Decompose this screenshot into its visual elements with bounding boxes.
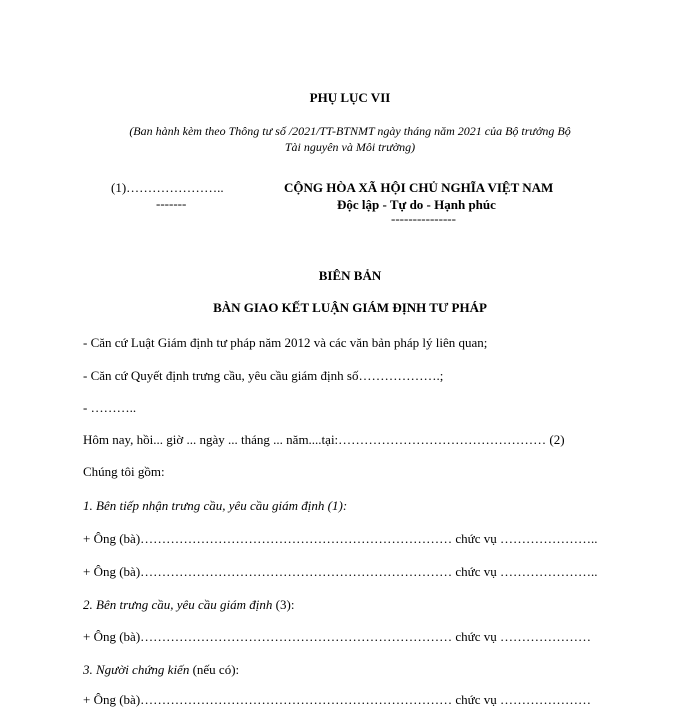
org-divider: -------: [156, 196, 187, 211]
document-subtitle: BÀN GIAO KẾT LUẬN GIÁM ĐỊNH TƯ PHÁP: [213, 300, 487, 315]
requesting-person-1: + Ông (bà)……………………………………………………………… chức vụ …………………: [83, 629, 591, 644]
witness-person-1: + Ông (bà)……………………………………………………………… chức vụ …………………: [83, 692, 591, 707]
national-motto: Độc lập - Tự do - Hạnh phúc: [337, 197, 496, 212]
section-witness-note: (nếu có):: [189, 662, 240, 677]
section-requesting-party-ref: (3):: [272, 597, 295, 612]
receiving-person-1: + Ông (bà)……………………………………………………………… chức vụ …………………..: [83, 531, 598, 546]
section-requesting-party: [83, 597, 294, 613]
issued-note-line1: (Ban hành kèm theo Thông tư số /2021/TT-BTNMT ngày tháng năm 2021 của Bộ trưởng Bộ: [129, 124, 571, 138]
basis-law: - Căn cứ Luật Giám định tư pháp năm 2012 và các văn bản pháp lý liên quan;: [83, 335, 488, 350]
section-receiving-party: 1. Bên tiếp nhận trưng cầu, yêu cầu giám định (1):: [83, 498, 348, 513]
meeting-time-place: Hôm nay, hồi... giờ ... ngày ... tháng ... năm....tại:………………………………………… (2): [83, 432, 565, 447]
org-name-placeholder: (1)…………………..: [111, 180, 224, 195]
basis-decision: - Căn cứ Quyết định trưng cầu, yêu cầu giám định số……………….;: [83, 368, 444, 383]
section-witness-label: 3. Người chứng kiến: [83, 662, 190, 677]
receiving-person-2: + Ông (bà)……………………………………………………………… chức vụ …………………..: [83, 564, 598, 579]
issued-note-line2: Tài nguyên và Môi trường): [284, 140, 416, 154]
attendees-intro: Chúng tôi gồm:: [83, 464, 165, 479]
section-requesting-party-label: 2. Bên trưng cầu, yêu cầu giám định: [83, 597, 273, 612]
national-name: CỘNG HÒA XÃ HỘI CHỦ NGHĨA VIỆT NAM: [284, 180, 554, 195]
appendix-title: PHỤ LỤC VII: [309, 90, 391, 105]
basis-other: - ………..: [83, 400, 137, 415]
section-witness: [83, 662, 239, 678]
document-title: BIÊN BẢN: [318, 268, 382, 283]
national-divider: ---------------: [391, 211, 456, 226]
